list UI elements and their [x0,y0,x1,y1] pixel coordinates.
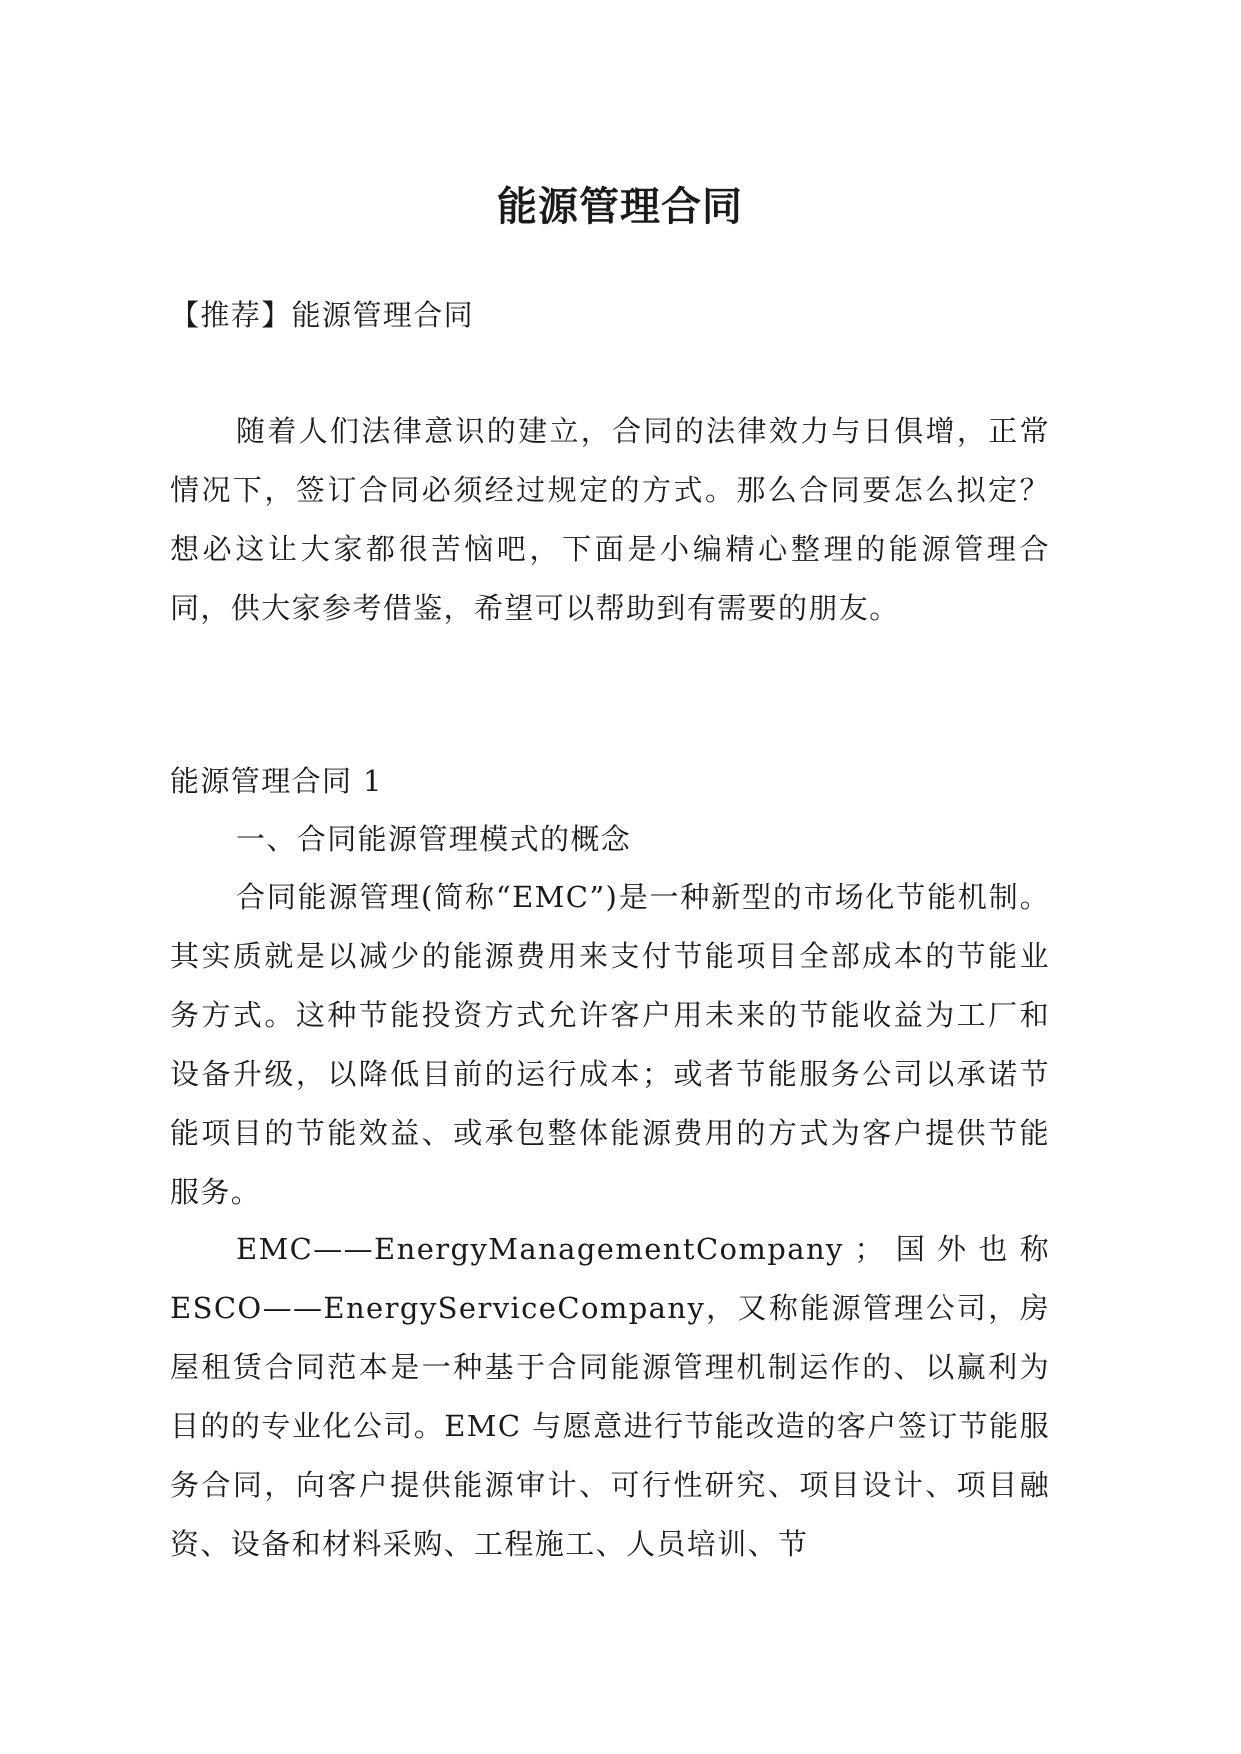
body-paragraph-2: EMC——EnergyManagementCompany ； 国 外 也 称 ESCO——EnergyServiceCompany，又称能源管理公司，房屋租赁合同范本是一种基于合同能源管理机制运作的、以赢利为目的的专业化公司。EMC 与愿意进行节能改造的客户签订节能服务合同，向客户提供能源审计、可行性研究、项目设计、项目融资、设备和材料采购、工程施工、人员培训、节 [170,1232,1050,1561]
section-title: 能源管理合同 1 [170,764,383,798]
intro-paragraph: 随着人们法律意识的建立，合同的法律效力与日俱增，正常情况下，签订合同必须经过规定的方式。那么合同要怎么拟定？想必这让大家都很苦恼吧，下面是小编精心整理的能源管理合同，供大家参考借鉴，希望可以帮助到有需要的朋友。 [170,414,1050,625]
document-title: 能源管理合同 [497,183,743,230]
recommend-line: 【推荐】能源管理合同 [170,298,475,332]
subsection-title: 一、合同能源管理模式的概念 [236,822,632,856]
body-paragraph-1: 合同能源管理(简称“EMC”)是一种新型的市场化节能机制。其实质就是以减少的能源费用来支付节能项目全部成本的节能业务方式。这种节能投资方式允许客户用未来的节能收益为工厂和设备升级，以降低目前的运行成本；或者节能服务公司以承诺节能项目的节能效益、或承包整体能源费用的方式为客户提供节能服务。 [170,880,1050,1209]
